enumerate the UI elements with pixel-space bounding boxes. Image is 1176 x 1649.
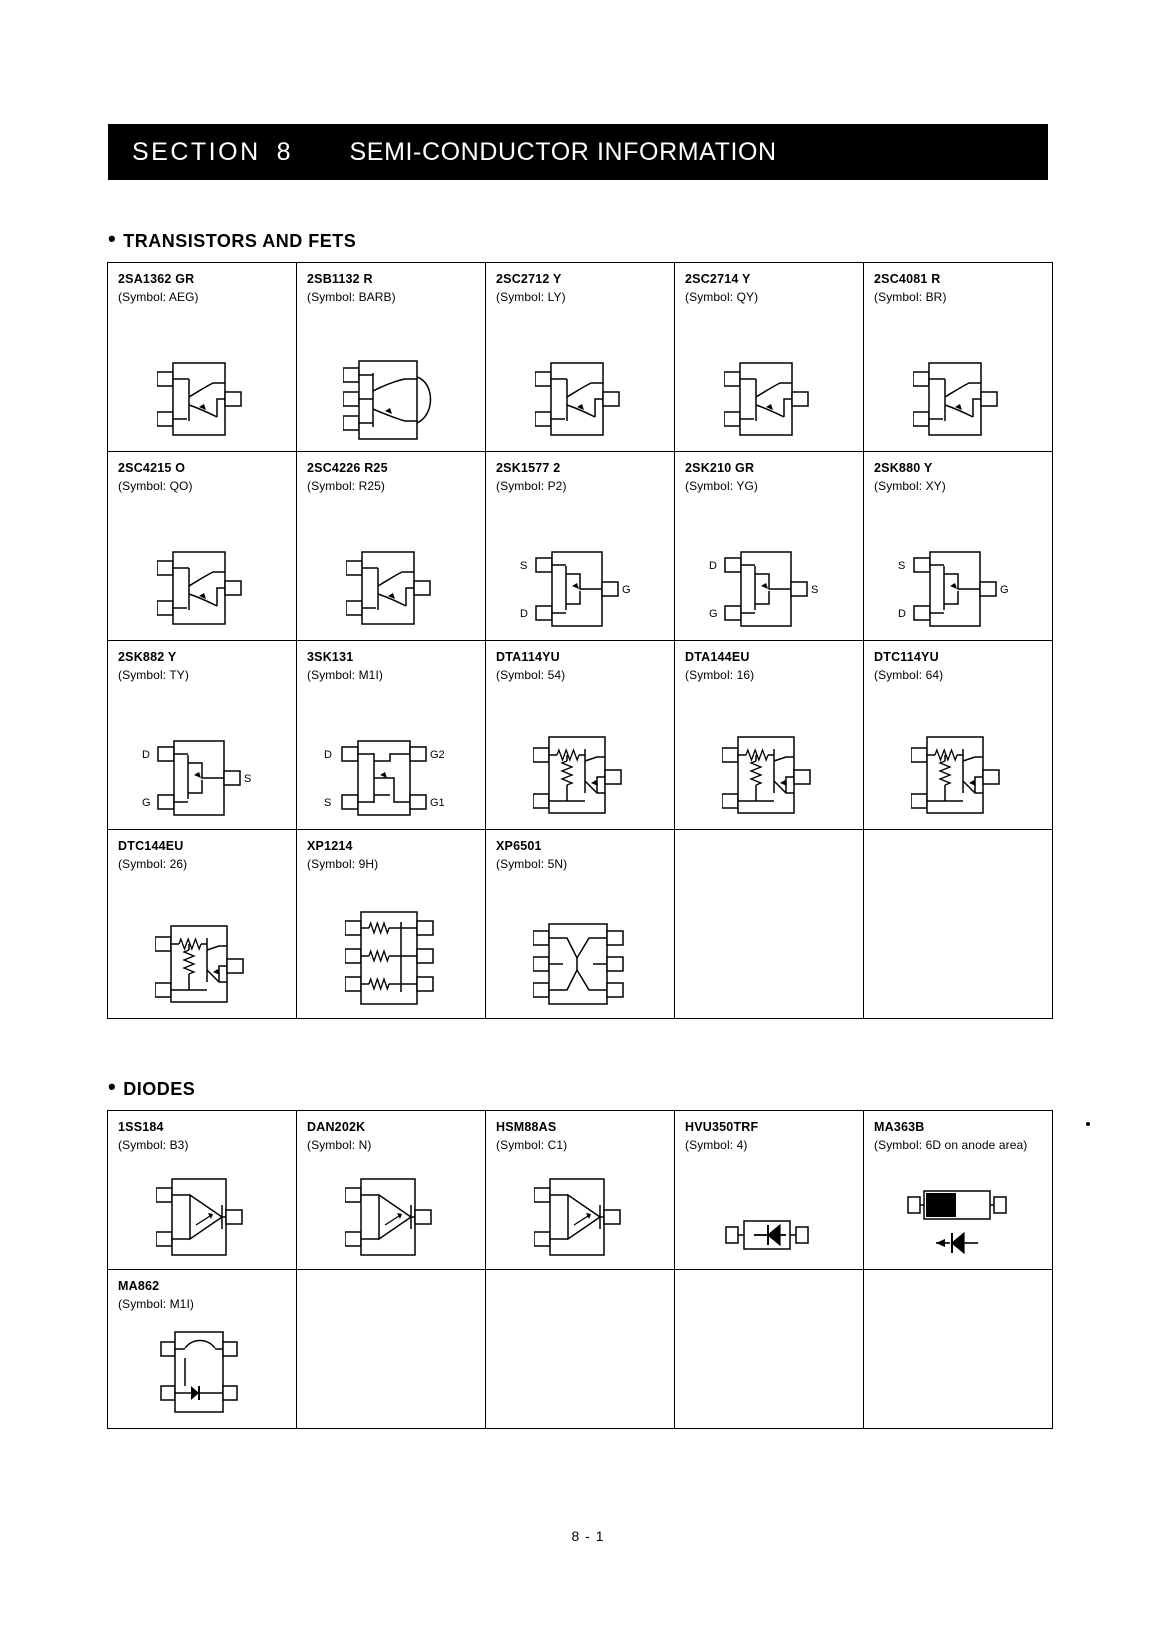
svg-text:D: D xyxy=(324,749,332,761)
part-symbol-marking: (Symbol: QY) xyxy=(685,290,759,304)
package-pinout-icon xyxy=(864,357,1052,443)
table-row xyxy=(108,1270,1053,1429)
part-cell xyxy=(108,1111,297,1270)
svg-text:G2: G2 xyxy=(430,749,445,761)
part-symbol-marking: (Symbol: 54) xyxy=(496,668,566,682)
part-cell xyxy=(675,1111,864,1270)
part-number: 2SK210 GR xyxy=(685,461,755,475)
part-cell xyxy=(675,263,864,452)
part-symbol-marking: (Symbol: QO) xyxy=(118,479,193,493)
part-cell xyxy=(108,641,297,830)
svg-text:S: S xyxy=(244,773,252,785)
part-cell-inner xyxy=(297,1270,485,1428)
part-cell xyxy=(864,641,1053,830)
part-cell-inner xyxy=(675,1270,863,1428)
part-number: XP6501 xyxy=(496,839,542,853)
part-cell xyxy=(297,263,486,452)
part-cell xyxy=(108,830,297,1019)
part-number: 2SC4081 R xyxy=(874,272,941,286)
page-footer xyxy=(0,1528,1176,1544)
part-number: MA363B xyxy=(874,1120,925,1134)
svg-text:D: D xyxy=(709,560,717,572)
part-cell xyxy=(297,641,486,830)
svg-text:S: S xyxy=(520,560,528,572)
page-number: 8 - 1 xyxy=(571,1528,605,1544)
part-cell-inner xyxy=(864,830,1052,1018)
package-pinout-icon xyxy=(297,908,485,1010)
part-number: 2SC2712 Y xyxy=(496,272,562,286)
part-cell xyxy=(108,452,297,641)
svg-text:D: D xyxy=(142,749,150,761)
svg-text:G: G xyxy=(709,608,718,620)
empty-cell xyxy=(864,830,1053,1019)
group-heading-label: DIODES xyxy=(123,1078,196,1099)
section-header-bar xyxy=(108,124,1048,180)
part-number: 2SA1362 GR xyxy=(118,272,195,286)
package-pinout-icon xyxy=(297,546,485,632)
part-number: DAN202K xyxy=(307,1120,366,1134)
package-pinout-icon xyxy=(486,920,674,1010)
part-symbol-marking: (Symbol: LY) xyxy=(496,290,566,304)
svg-text:G: G xyxy=(1000,584,1009,596)
svg-text:G1: G1 xyxy=(430,797,445,809)
part-symbol-marking: (Symbol: N) xyxy=(307,1138,372,1152)
package-pinout-icon xyxy=(297,1173,485,1261)
part-symbol-marking: (Symbol: 4) xyxy=(685,1138,748,1152)
part-number: 2SC4226 R25 xyxy=(307,461,388,475)
part-cell xyxy=(108,263,297,452)
part-cell xyxy=(486,830,675,1019)
package-pinout-icon xyxy=(864,731,1052,821)
part-number: DTA114YU xyxy=(496,650,560,664)
table-row xyxy=(108,1111,1053,1270)
package-pinout-icon xyxy=(108,546,296,632)
part-symbol-marking: (Symbol: C1) xyxy=(496,1138,568,1152)
part-symbol-marking: (Symbol: M1I) xyxy=(118,1297,194,1311)
package-pinout-icon xyxy=(675,1211,863,1261)
part-number: 2SK882 Y xyxy=(118,650,177,664)
package-pinout-icon xyxy=(486,1173,674,1261)
part-cell xyxy=(297,830,486,1019)
section-title: SEMI-CONDUCTOR INFORMATION xyxy=(349,137,777,166)
part-symbol-marking: (Symbol: XY) xyxy=(874,479,946,493)
part-cell-inner xyxy=(675,830,863,1018)
part-cell xyxy=(864,1111,1053,1270)
part-number: 1SS184 xyxy=(118,1120,164,1134)
package-pinout-icon xyxy=(486,357,674,443)
part-number: 2SC2714 Y xyxy=(685,272,751,286)
svg-text:D: D xyxy=(898,608,906,620)
package-pinout-icon xyxy=(108,920,296,1010)
svg-text:G: G xyxy=(142,797,151,809)
part-cell xyxy=(108,1270,297,1429)
part-symbol-marking: (Symbol: BR) xyxy=(874,290,947,304)
group-heading-transistors xyxy=(108,226,357,252)
part-cell xyxy=(486,641,675,830)
part-symbol-marking: (Symbol: R25) xyxy=(307,479,385,493)
part-symbol-marking: (Symbol: 5N) xyxy=(496,857,568,871)
part-number: DTC114YU xyxy=(874,650,939,664)
table-row xyxy=(108,263,1053,452)
part-symbol-marking: (Symbol: 6D on anode area) xyxy=(874,1138,1028,1152)
package-pinout-icon xyxy=(864,1189,1052,1261)
bullet-icon: • xyxy=(108,226,117,251)
part-symbol-marking: (Symbol: AEG) xyxy=(118,290,199,304)
group-heading-label: TRANSISTORS AND FETS xyxy=(123,230,357,251)
part-symbol-marking: (Symbol: TY) xyxy=(118,668,189,682)
svg-text:S: S xyxy=(811,584,819,596)
part-number: HVU350TRF xyxy=(685,1120,759,1134)
section-number: 8 xyxy=(276,137,292,166)
part-cell xyxy=(297,1111,486,1270)
part-symbol-marking: (Symbol: P2) xyxy=(496,479,567,493)
table-row xyxy=(108,452,1053,641)
part-symbol-marking: (Symbol: 64) xyxy=(874,668,944,682)
bullet-icon: • xyxy=(108,1074,117,1099)
part-cell xyxy=(675,452,864,641)
svg-text:S: S xyxy=(898,560,906,572)
package-pinout-icon xyxy=(486,731,674,821)
part-cell xyxy=(486,452,675,641)
package-pinout-icon xyxy=(864,550,1052,632)
part-number: 3SK131 xyxy=(307,650,354,664)
part-symbol-marking: (Symbol: 16) xyxy=(685,668,755,682)
part-cell-inner xyxy=(486,1270,674,1428)
part-number: 2SB1132 R xyxy=(307,272,373,286)
diodes-table xyxy=(107,1110,1053,1429)
part-symbol-marking: (Symbol: B3) xyxy=(118,1138,189,1152)
part-number: XP1214 xyxy=(307,839,353,853)
part-number: DTA144EU xyxy=(685,650,750,664)
part-cell xyxy=(864,263,1053,452)
package-pinout-icon xyxy=(108,1173,296,1261)
part-cell xyxy=(864,452,1053,641)
package-pinout-icon xyxy=(108,357,296,443)
part-symbol-marking: (Symbol: M1I) xyxy=(307,668,383,682)
svg-text:D: D xyxy=(520,608,528,620)
part-symbol-marking: (Symbol: 9H) xyxy=(307,857,379,871)
package-pinout-icon xyxy=(486,550,674,632)
empty-cell xyxy=(675,1270,864,1429)
part-cell-inner xyxy=(864,1270,1052,1428)
part-cell xyxy=(486,263,675,452)
svg-text:S: S xyxy=(324,797,332,809)
package-pinout-icon xyxy=(108,739,296,821)
package-pinout-icon xyxy=(675,731,863,821)
part-number: MA862 xyxy=(118,1279,160,1293)
package-pinout-icon xyxy=(108,1328,296,1420)
group-heading-diodes xyxy=(108,1074,196,1100)
package-pinout-icon xyxy=(675,357,863,443)
section-word: SECTION xyxy=(132,137,261,166)
part-symbol-marking: (Symbol: BARB) xyxy=(307,290,396,304)
part-cell xyxy=(675,641,864,830)
table-row xyxy=(108,641,1053,830)
part-cell xyxy=(486,1111,675,1270)
empty-cell xyxy=(486,1270,675,1429)
part-symbol-marking: (Symbol: 26) xyxy=(118,857,188,871)
empty-cell xyxy=(675,830,864,1019)
table-row xyxy=(108,830,1053,1019)
package-pinout-icon xyxy=(675,550,863,632)
package-pinout-icon xyxy=(297,357,485,443)
svg-text:G: G xyxy=(622,584,631,596)
part-number: HSM88AS xyxy=(496,1120,557,1134)
transistors-table xyxy=(107,262,1053,1019)
part-number: DTC144EU xyxy=(118,839,184,853)
part-number: 2SK880 Y xyxy=(874,461,933,475)
empty-cell xyxy=(297,1270,486,1429)
stray-mark xyxy=(1086,1122,1090,1126)
part-cell xyxy=(297,452,486,641)
package-pinout-icon xyxy=(297,739,485,821)
part-number: 2SC4215 O xyxy=(118,461,186,475)
part-symbol-marking: (Symbol: YG) xyxy=(685,479,758,493)
empty-cell xyxy=(864,1270,1053,1429)
part-number: 2SK1577 2 xyxy=(496,461,561,475)
